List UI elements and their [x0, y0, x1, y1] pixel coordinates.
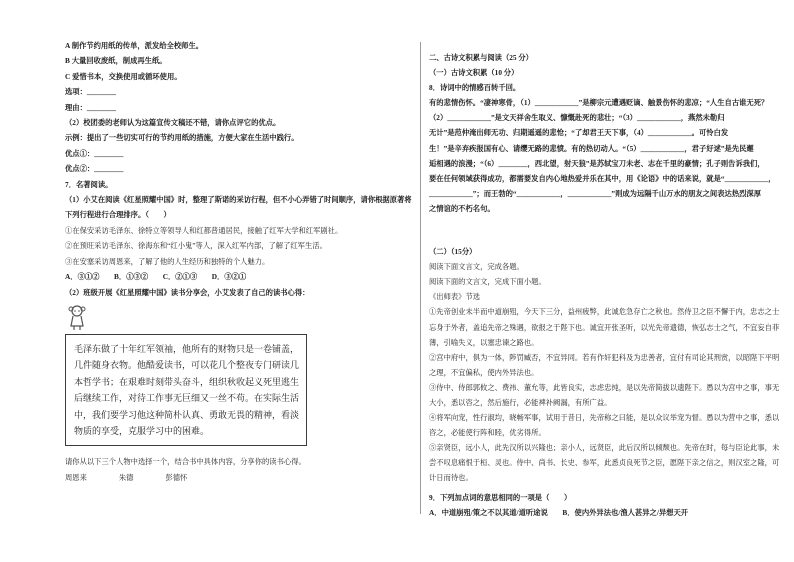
- question-8-header: 8．诗词中的情感百转千回。: [429, 83, 521, 93]
- note-line: 本哲学书；在艰难时刻带头奋斗，组织秋收起义死里逃生: [74, 376, 300, 387]
- question-2-stem: （2）校团委的老师认为这篇宣传文稿还不错，请你点评它的优点。: [65, 118, 281, 128]
- reading-instruction-1: 阅读下面文言文，完成各题。: [429, 262, 524, 272]
- question-9-stem: 9．下列加点词的意思相同的一项是（ ）: [429, 492, 572, 502]
- passage-line: 计日而待也。: [429, 473, 473, 483]
- itinerary-item-2: ②在预旺采访毛泽东、徐海东和“红小鬼”等人，深入红军内部，了解了红军生活。: [65, 241, 327, 251]
- note-line: 几件随身衣物。他酷爱读书，可以花几个整夜专门研读几: [74, 360, 300, 371]
- itinerary-item-1: ①在保安采访毛泽东、徐特立等领导人和红都普通居民，接触了红军大学和红军剧社。: [65, 225, 343, 235]
- passage-line: 之理，不宜偏私，使内外异法也。: [429, 367, 539, 377]
- question-9-options-ab: A．中道崩殂/策之不以其道/道听途说 B．使内外异法也/渔人甚异之/异想天开: [429, 507, 689, 517]
- passage-line: 尝不叹息痛恨于桓、灵也。侍中、尚书、长史、参军，此悉贞良死节之臣，愿陛下亲之信之，则汉室之隆，可: [429, 458, 780, 468]
- share-prompt-line: 请你从以下三个人物中选择一个，结合书中具体内容，分享你的读书心得。: [65, 457, 306, 467]
- right-column: [429, 50, 781, 520]
- left-column: [65, 38, 410, 483]
- passage-line: 大小，悉以咨之，然后施行，必能裨补阙漏，有所广益。: [429, 397, 612, 407]
- passage-line: ③侍中、侍郎郭攸之、费祎、董允等，此皆良实，志虑忠纯，是以先帝简拔以遗陛下。愚以为宫中之事，事无: [429, 382, 780, 392]
- figure-name-zhou-enlai: 周恩来: [65, 472, 87, 482]
- reading-note-box: [65, 334, 307, 446]
- fill-in-line: 要在任何领域获得成功，都需要发自内心地热爱并乐在其中，用《论语》中的话来说，就是“____________，: [429, 173, 776, 183]
- passage-line: ①先帝创业未半而中道崩殂，今天下三分，益州疲弊，此诚危急存亡之秋也。然侍卫之臣不懈于内，忠志之士: [429, 307, 780, 317]
- passage-line: ④将军向宠，性行淑均，晓畅军事，试用于昔日，先帝称之曰能，是以众议举宠为督。愚以为营中之事，悉以: [429, 413, 780, 423]
- section-2-2-header: （二）（15分）: [429, 247, 477, 257]
- note-line: 物质的享受，克服学习中的困难。: [74, 425, 210, 436]
- fill-in-line: （2）____________”是文天祥舍生取义、慷慨赴死的悲壮；“（3）____________，燕然未勒归: [429, 113, 725, 123]
- section-2-header: 二、古诗文积累与阅读（25 分）: [429, 53, 533, 62]
- question-7-1-stem-line1: （1）小艾在阅读《红星照耀中国》时，整理了斯诺的采访行程，但不小心弄错了时间顺序，请你根据原著将: [65, 195, 412, 205]
- note-line: 毛泽东做了十年红军领袖，他所有的财物只是一卷铺盖，: [74, 343, 300, 354]
- note-line: 中，我们要学习他这种简朴认真、勇敢无畏的精神，看淡: [74, 409, 300, 420]
- passage-title: 《出师表》节选: [429, 292, 481, 302]
- column-divider: [420, 42, 421, 514]
- figure-name-zhu-de: 朱德: [118, 472, 134, 482]
- option-a-line: A 制作节约用纸的传单，派发给全校师生。: [65, 41, 204, 50]
- section-2-1-header: （一）古诗文积累（10 分）: [429, 68, 519, 78]
- fill-in-line: 生！”是辛弃疾报国有心、请缨无路的悲愤。有的热切动人。“（5）____________，君子好逑”是先民邂: [429, 143, 754, 153]
- answer-choice-blank: 选项：________: [65, 87, 117, 97]
- question-7-1-stem-line2: 下列行程进行合理排序。（ ）: [65, 210, 171, 220]
- fill-in-line: 无计”是范仲淹出师无功、归期遥遥的悲怆；“了却君王天下事，（4）____________。可怜白发: [429, 128, 729, 138]
- fill-in-line: 有的悲情伤怀。“凄神寒骨，（1）____________”是柳宗元遭遇贬谪、触景伤怀的悲凉；“人生自古谁无死？: [429, 98, 769, 108]
- fill-in-line: ____________”；而王勃的“____________，____________”则成为远隔千山万水的朋友之间表达热烈深厚: [429, 188, 762, 198]
- choices-abcd-line: A．③①② B．①③② C．②①③ D．③②①: [65, 272, 247, 282]
- passage-line: 薄，引喻失义，以塞忠谏之路也。: [429, 337, 539, 347]
- fill-in-line: 之情谊的不朽名句。: [429, 203, 495, 213]
- answer-reason-blank: 理由：________: [65, 102, 117, 112]
- passage-line: ②宫中府中，俱为一体，陟罚臧否，不宜异同。若有作奸犯科及为忠善者，宜付有司论其刑赏，以昭陛下平明: [429, 352, 780, 362]
- option-c-line: C 爱惜书本，交换使用或循环使用。: [65, 71, 182, 81]
- merit-1-blank: 优点①：________: [65, 148, 124, 158]
- passage-line: 咨之，必能使行阵和睦，优劣得所。: [429, 428, 546, 438]
- merit-2-blank: 优点②：________: [65, 164, 124, 174]
- question-7-header: 7．名著阅读。: [65, 179, 113, 189]
- note-line: 后继续工作，对待工作事无巨细又一丝不苟。在实际生活: [74, 393, 300, 404]
- figure-name-list: [65, 473, 410, 483]
- itinerary-item-3: ③在安塞采访周恩来，了解了他的人生经历和独特的个人魅力。: [65, 256, 270, 266]
- fill-in-line: 逅相遇的浪漫；“（6）________，西北望，射天狼”是苏轼宝刀未老、志在千里的豪情；孔子则告诉我们，: [429, 158, 765, 168]
- figure-name-peng-dehuai: 彭德怀: [165, 472, 188, 482]
- option-b-line: B 大量回收废纸，制成再生纸。: [65, 56, 167, 66]
- question-7-2-stem: （2）班级开展《红星照耀中国》读书分享会，小艾发表了自己的读书心得：: [65, 287, 310, 297]
- student-avatar-icon: [67, 304, 410, 332]
- reading-instruction-2: 阅读下面的文言文，完成下面小题。: [429, 277, 546, 287]
- example-line: 示例：提出了一些切实可行的节约用纸的措施，方便大家在生活中践行。: [65, 133, 299, 143]
- passage-line: 忘身于外者，盖追先帝之殊遇，欲报之于陛下也。诚宜开张圣听，以光先帝遗德，恢弘志士之气，不宜妄自菲: [429, 322, 780, 332]
- passage-line: ⑤亲贤臣，远小人，此先汉所以兴隆也；亲小人，远贤臣，此后汉所以倾颓也。先帝在时，每与臣论此事，未: [429, 443, 780, 453]
